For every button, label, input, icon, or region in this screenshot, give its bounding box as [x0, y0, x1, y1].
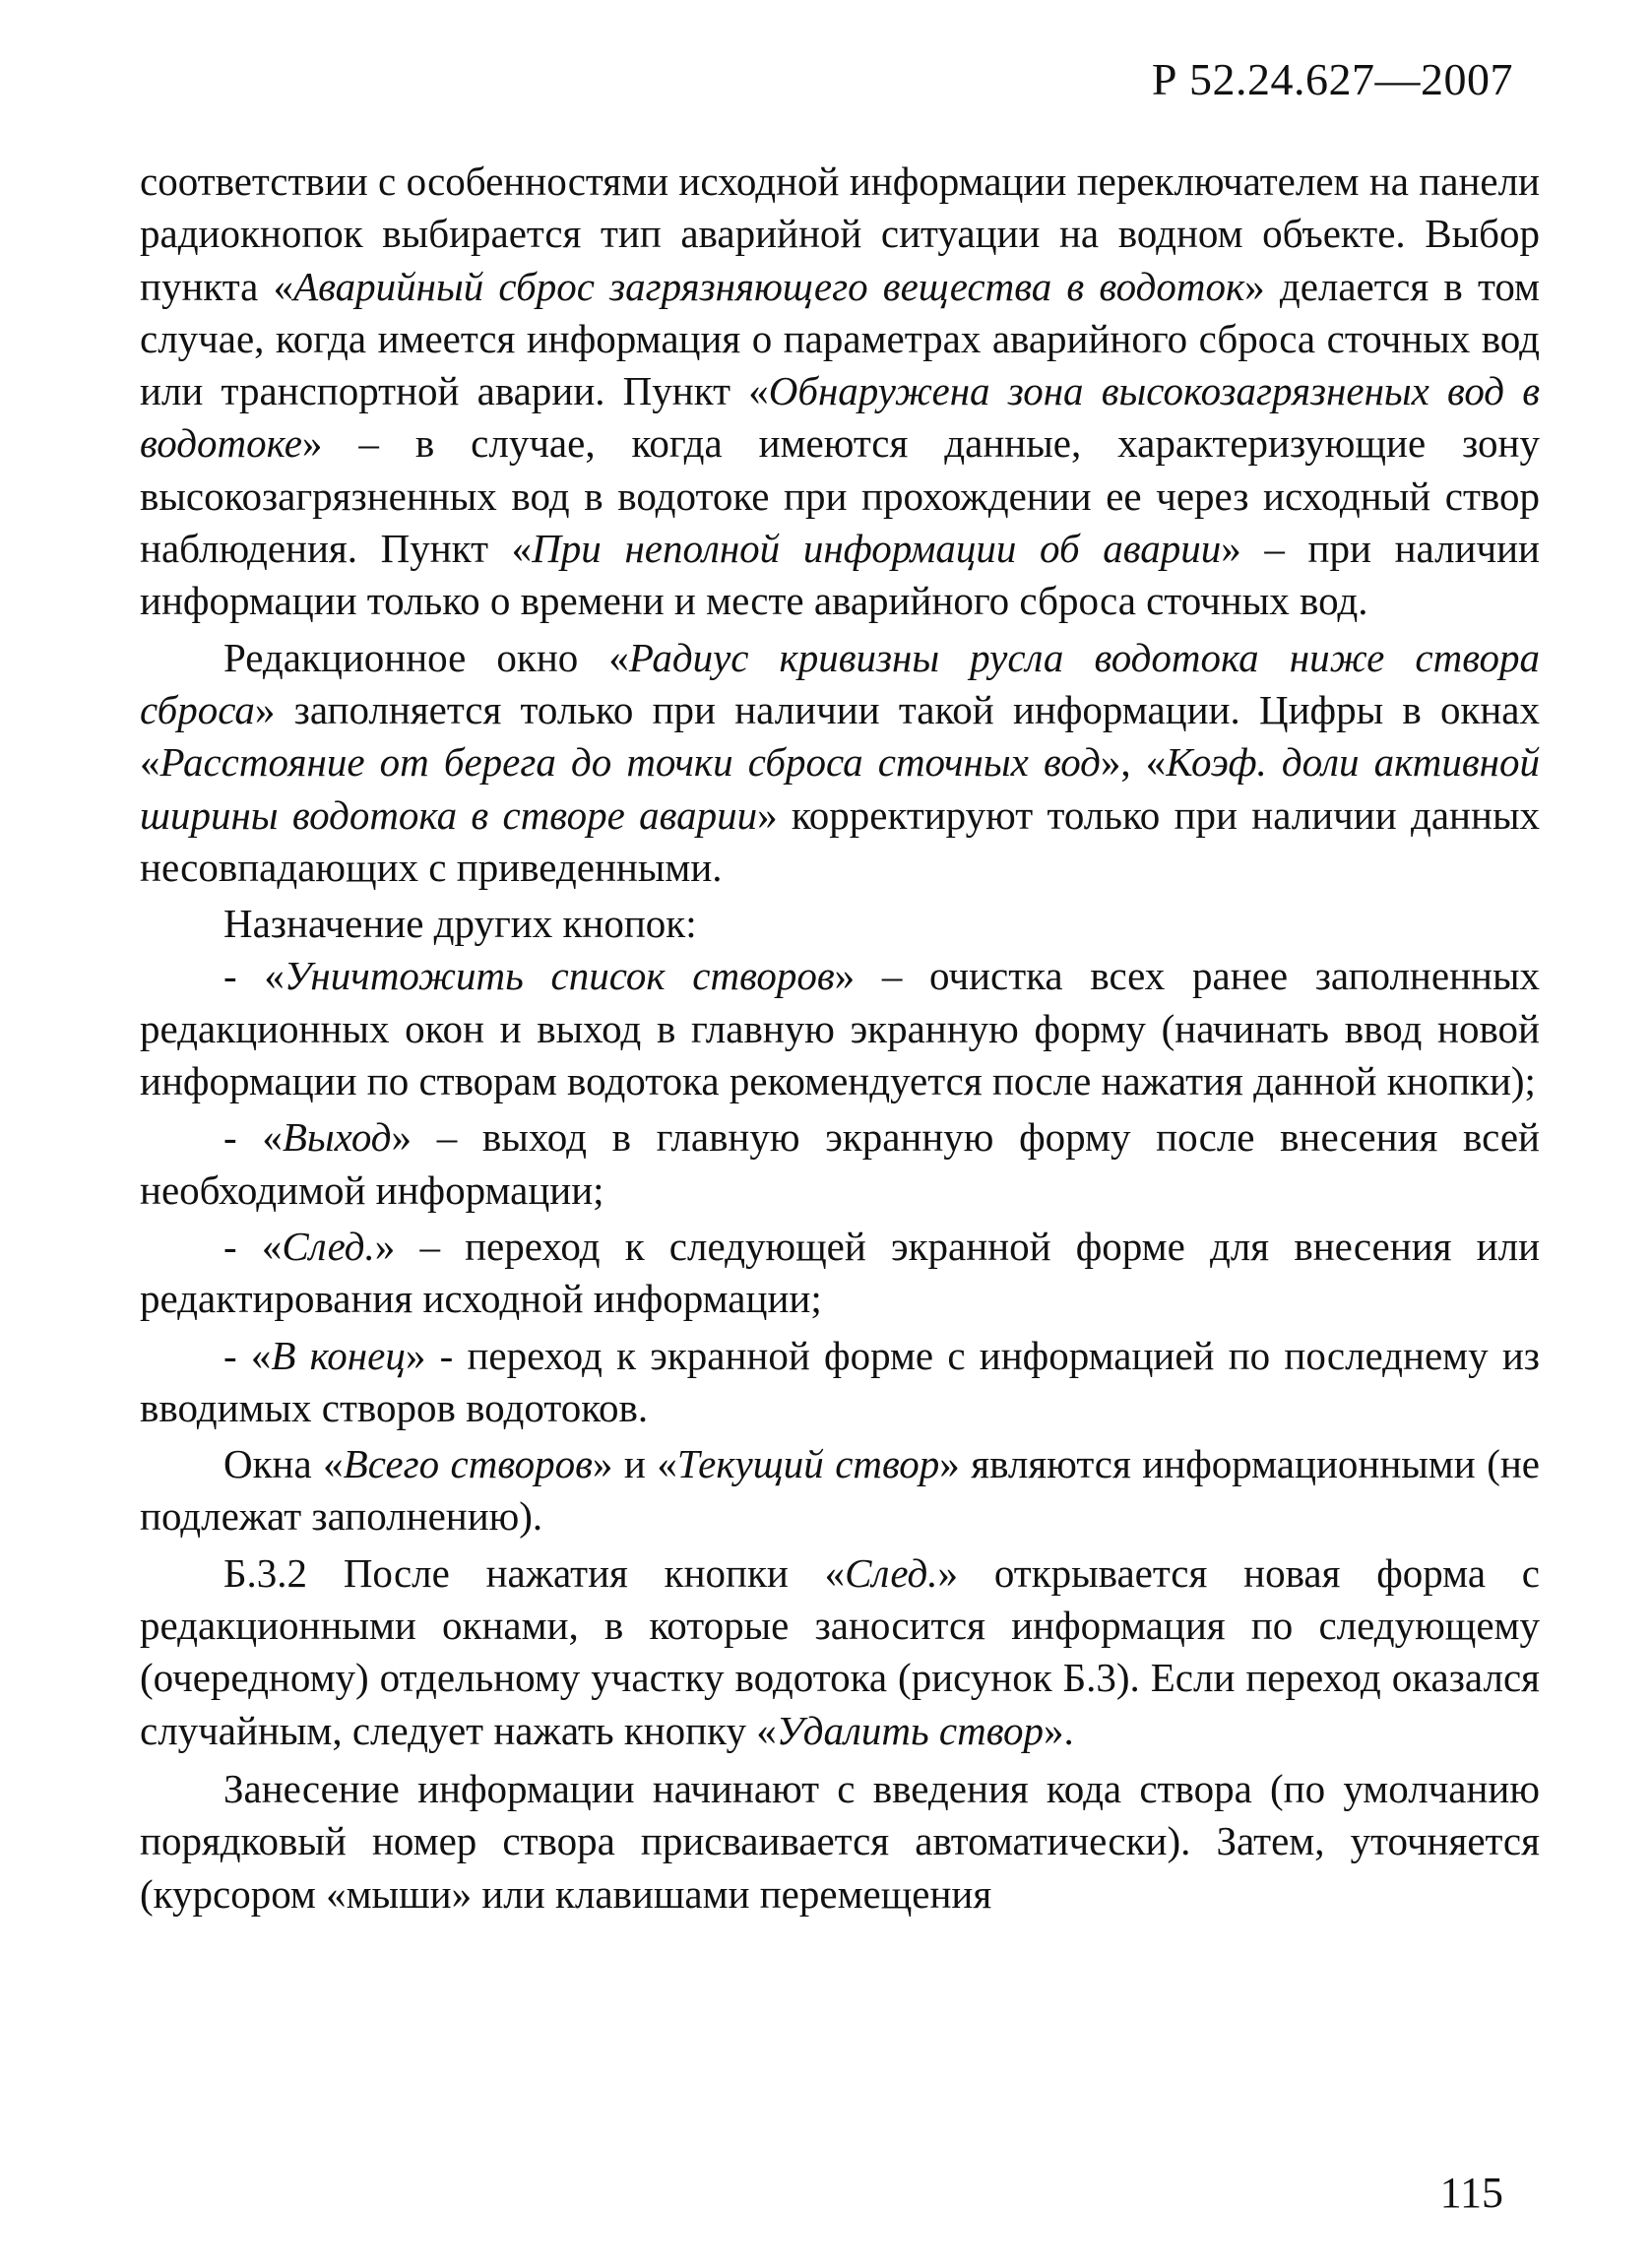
- emphasis-button-next: След.: [845, 1549, 938, 1596]
- emphasis-button-delete-section: Удалить створ: [776, 1707, 1044, 1753]
- paragraph-section-b32: [140, 1547, 1540, 1757]
- document-code: Р 52.24.627—2007: [1151, 54, 1513, 104]
- text-run: » открывается новая форма с редакционными окнами, в которые заносится информация по следующему (очередному) отдельному участку водотока (рисунок Б.3). Если переход оказался случайным, следует нажать кнопку «: [140, 1549, 1541, 1753]
- text-run: » – при наличии информации только о времени и месте аварийного сброса сточных вод.: [140, 526, 1540, 624]
- text-run: - «: [223, 1223, 283, 1269]
- emphasis-option-polluted-zone: Обнаружена зона высокозагрязненых вод в водотоке: [140, 368, 1540, 467]
- emphasis-button-exit: Выход: [282, 1114, 392, 1161]
- text-run: » – выход в главную экранную форму после внесения всей необходимой информации;: [140, 1114, 1540, 1213]
- list-item-to-end: [140, 1330, 1540, 1435]
- body-text: [140, 156, 1540, 1921]
- text-run: » и «: [592, 1441, 677, 1487]
- paragraph-other-buttons-heading: Назначение других кнопок:: [223, 901, 697, 947]
- emphasis-option-emergency-discharge: Аварийный сброс загрязняющего вещества в водоток: [293, 263, 1245, 309]
- emphasis-window-width-coef: Коэф. доли активной ширины водотока в створе аварии: [140, 739, 1540, 838]
- emphasis-button-delete-list: Уничтожить список створов: [284, 953, 835, 999]
- list-item-exit: [140, 1111, 1540, 1217]
- emphasis-option-incomplete-info: При неполной информации об аварии: [532, 526, 1222, 572]
- emphasis-button-next: След.: [282, 1223, 375, 1269]
- paragraph-info-windows: [140, 1438, 1540, 1544]
- emphasis-window-distance: Расстояние от берега до точки сброса сточных вод: [159, 739, 1101, 786]
- text-run: » заполняется только при наличии такой информации. Цифры в окнах «: [140, 686, 1540, 786]
- paragraph-edit-window: [140, 632, 1540, 894]
- text-run: », «: [1100, 739, 1167, 786]
- list-item-delete-list: [140, 950, 1540, 1107]
- text-run: » являются информационными (не подлежат заполнению).: [140, 1441, 1540, 1540]
- text-run: - «: [223, 953, 285, 999]
- text-run: ».: [1043, 1707, 1074, 1753]
- text-run: Редакционное окно «: [223, 634, 629, 680]
- text-run: - «: [223, 1332, 272, 1378]
- text-run: » – в случае, когда имеются данные, характеризующие зону высокозагрязненных вод в водотоке при прохождении ее через исходный створ наблюдения. Пункт «: [140, 420, 1540, 572]
- emphasis-window-radius: Радиус кривизны русла водотока ниже створа сброса: [140, 634, 1540, 732]
- paragraph-data-entry: Занесение информации начинают с введения кода створа (по умолчанию порядковый номер створа присваивается автоматически). Затем, уточняется (курсором «мыши» или клавишами перемещения: [140, 1765, 1540, 1917]
- text-run: Б.3.2 После нажатия кнопки «: [223, 1549, 846, 1596]
- emphasis-window-current: Текущий створ: [676, 1441, 940, 1487]
- text-run: » делается в том случае, когда имеется информация о параметрах аварийного сброса сточных вод или транспортной аварии. Пункт «: [140, 263, 1540, 414]
- text-run: » - переход к экранной форме с информацией по последнему из вводимых створов водотоков.: [140, 1332, 1540, 1430]
- text-run: - «: [223, 1114, 283, 1161]
- text-run: » – переход к следующей экранной форме для внесения или редактирования исходной информации;: [140, 1223, 1541, 1322]
- paragraph-emergency-type: [140, 156, 1540, 628]
- emphasis-button-to-end: В конец: [271, 1332, 406, 1378]
- text-run: Окна «: [223, 1441, 344, 1487]
- text-run: » корректируют только при наличии данных несовпадающих с приведенными.: [140, 791, 1540, 890]
- text-run: соответствии с особенностями исходной информации переключателем на панели радиокнопок выбирается тип аварийной ситуации на водном объекте. Выбор пункта «: [140, 158, 1540, 309]
- list-item-next: [140, 1221, 1540, 1326]
- page-number: 115: [1439, 2169, 1503, 2217]
- emphasis-window-total: Всего створов: [343, 1441, 593, 1487]
- text-run: » – очистка всех ранее заполненных редакционных окон и выход в главную экранную форму (начинать ввод новой информации по створам водотока рекомендуется после нажатия данной кнопки);: [140, 953, 1541, 1104]
